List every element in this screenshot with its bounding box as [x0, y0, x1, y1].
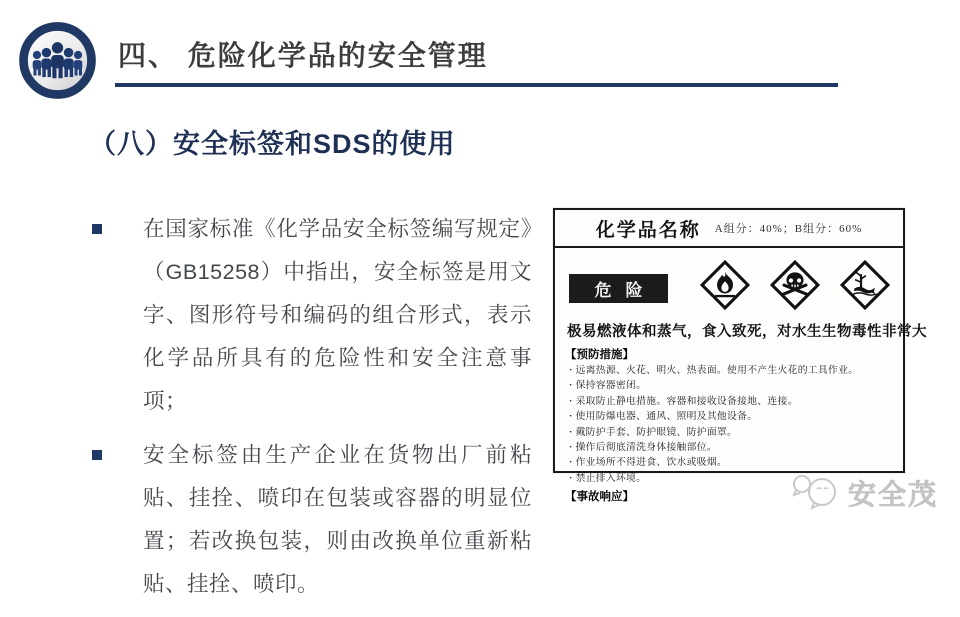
watermark-logo: [790, 470, 938, 515]
environment-hazard-pictogram-icon: [838, 258, 892, 312]
section-subtitle: （八）安全标签和SDS的使用: [89, 129, 456, 159]
square-bullet-icon: [92, 224, 102, 234]
people-group-icon: [18, 21, 97, 100]
bullet-text: 在国家标准《化学品安全标签编写规定》（GB15258）中指出，安全标签是用文字、图形符号和编码的组合形式，表示化学品所具有的危险性和安全注意事项；: [143, 217, 532, 413]
watermark-text: 安全茂: [847, 478, 938, 510]
precaution-item: · 操作后彻底清洗身体接触部位。: [569, 440, 903, 455]
response-header: 【事故响应】: [565, 491, 634, 504]
bullet-list: [92, 208, 532, 617]
precaution-item: · 远离热源、火花、明火、热表面。使用不产生火花的工具作业。: [569, 363, 903, 378]
signal-word-danger: 危险: [569, 274, 668, 303]
bullet-text: 安全标签由生产企业在货物出厂前粘贴、挂拴、喷印在包装或容器的明显位置；若改换包装，则由改换单位重新粘贴、挂拴、喷印。: [143, 443, 532, 596]
page-title: 四、 危险化学品的安全管理: [118, 40, 488, 71]
pictogram-row: [555, 248, 903, 314]
hazard-statement: 极易燃液体和蒸气，食入致死，对水生生物毒性非常大: [567, 324, 927, 340]
ghs-pictograms: [698, 258, 892, 312]
precaution-header: 【预防措施】: [565, 349, 634, 361]
square-bullet-icon: [92, 450, 102, 460]
chemical-composition: A组分：40%；B组分：60%: [714, 223, 863, 235]
precaution-list: [555, 363, 903, 486]
wechat-bubbles-icon: [790, 470, 842, 515]
chemical-name: 化学品名称: [595, 219, 701, 241]
precaution-item: · 禁止排入环境。: [569, 471, 903, 486]
list-item: [92, 434, 532, 606]
precaution-item: · 采取防止静电措施。容器和接收设备接地、连接。: [569, 394, 903, 409]
label-header: [555, 210, 903, 248]
precaution-item: · 作业场所不得进食、饮水或吸烟。: [569, 455, 903, 470]
flame-pictogram-icon: [698, 258, 752, 312]
title-underline: [115, 83, 838, 87]
precaution-item: · 保持容器密闭。: [569, 378, 903, 393]
precaution-item: · 戴防护手套、防护眼镜、防护面罩。: [569, 425, 903, 440]
precaution-item: · 使用防爆电器、通风、照明及其他设备。: [569, 409, 903, 424]
skull-crossbones-pictogram-icon: [768, 258, 822, 312]
list-item: [92, 208, 532, 423]
